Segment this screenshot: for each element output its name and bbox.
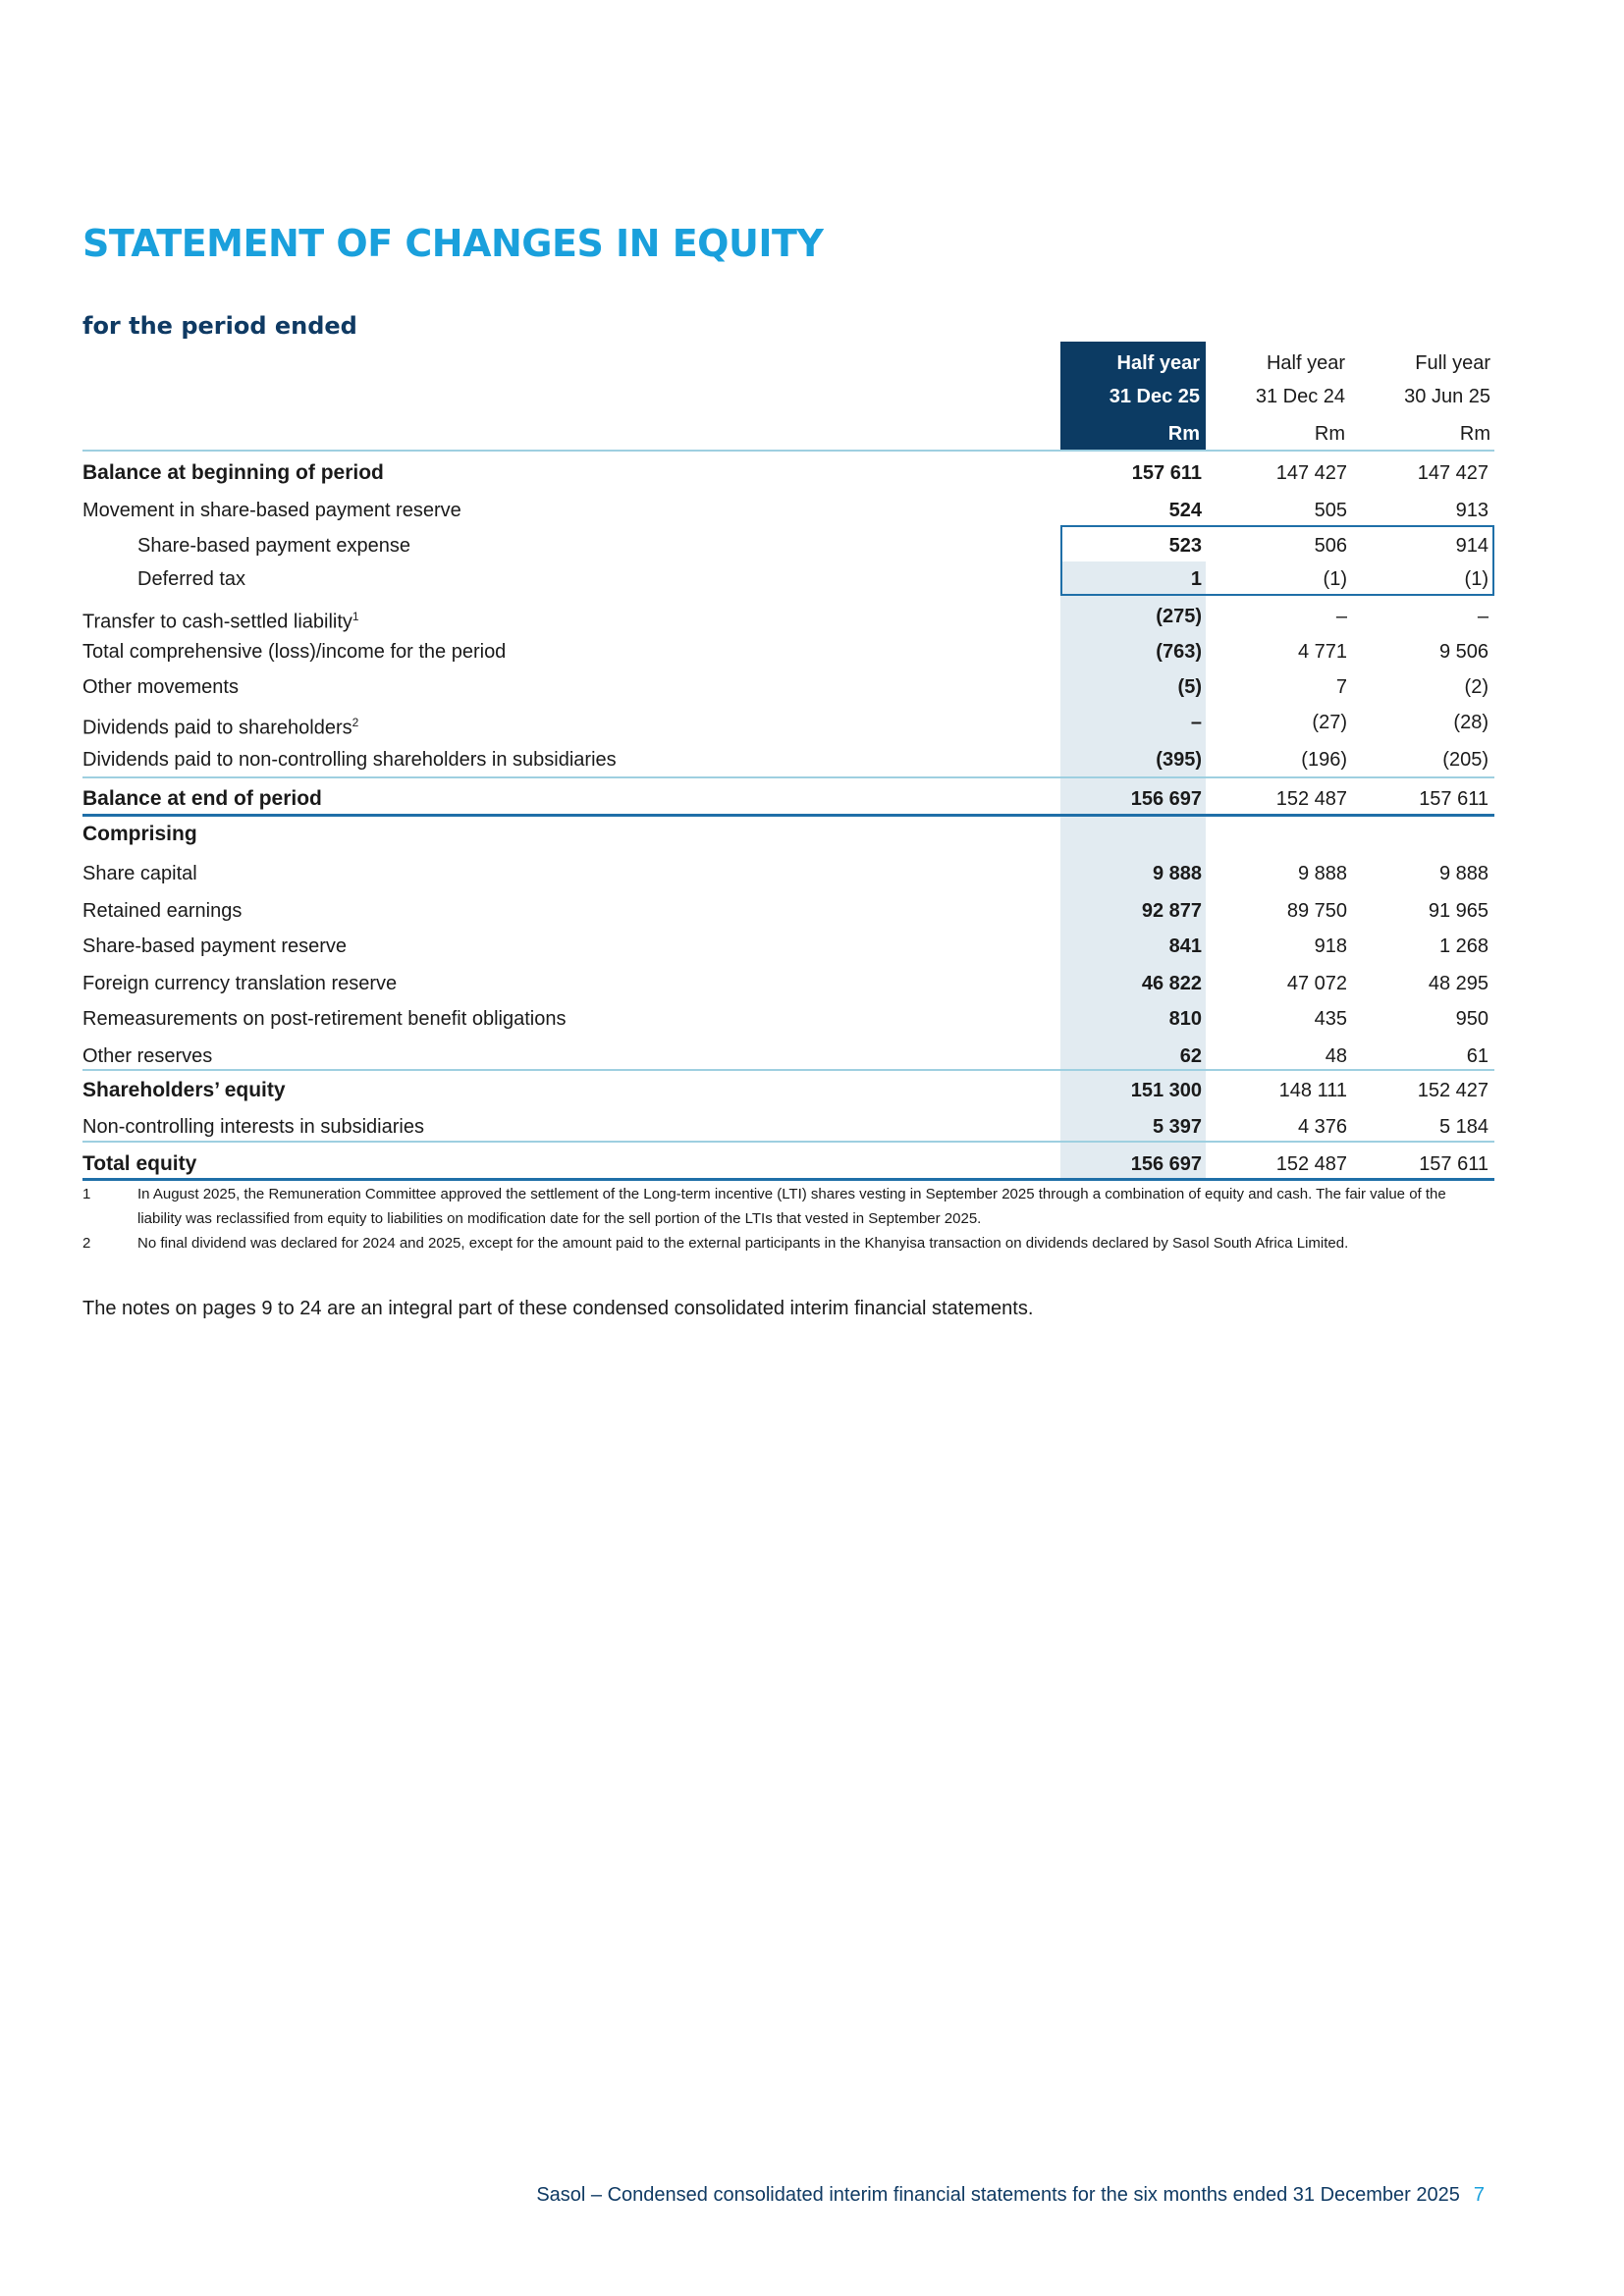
cell-current: 841 [1168, 935, 1202, 957]
cell-current: 156 697 [1130, 1153, 1202, 1175]
cell-current: 5 397 [1152, 1116, 1202, 1138]
cell-current: – [1190, 712, 1202, 733]
table-row [82, 634, 1494, 669]
total-rule [82, 1178, 1494, 1181]
cell-current: 1 [1190, 568, 1202, 590]
table-row [82, 893, 1494, 929]
cell-current: (763) [1156, 641, 1202, 663]
table-row [82, 493, 1494, 528]
page-title: STATEMENT OF CHANGES IN EQUITY [82, 222, 824, 265]
footnote-number: 2 [82, 1235, 91, 1252]
row-label: Dividends paid to non-controlling shareholders in subsidiaries [82, 749, 617, 771]
cell-prior: (1) [1323, 568, 1347, 590]
cell-fullyear: (205) [1442, 749, 1489, 771]
cell-prior: 918 [1314, 935, 1347, 957]
row-label: Remeasurements on post-retirement benefit obligations [82, 1008, 567, 1030]
cell-prior: 89 750 [1286, 900, 1347, 922]
cell-prior: 152 487 [1275, 1153, 1347, 1175]
table-row [82, 742, 1494, 777]
cell-fullyear: (1) [1464, 568, 1489, 590]
row-label: Share-based payment expense [137, 535, 410, 557]
row-label: Total comprehensive (loss)/income for the period [82, 641, 507, 663]
cell-current: 151 300 [1130, 1080, 1202, 1101]
notes-statement: The notes on pages 9 to 24 are an integral part of these condensed consolidated interim financial statements. [82, 1298, 1034, 1319]
cell-current: 92 877 [1141, 900, 1202, 922]
cell-current: 810 [1168, 1008, 1202, 1030]
header-rule [82, 450, 1494, 452]
cell-prior: (27) [1312, 712, 1347, 733]
cell-prior: 505 [1314, 500, 1347, 521]
cell-prior: 152 487 [1275, 788, 1347, 810]
cell-prior: 47 072 [1286, 973, 1347, 994]
row-label: Total equity [82, 1152, 197, 1175]
cell-prior: 148 111 [1278, 1080, 1347, 1101]
cell-prior: 4 376 [1297, 1116, 1347, 1138]
row-rule [82, 776, 1494, 778]
cell-current: 523 [1168, 535, 1202, 557]
cell-current: (5) [1177, 676, 1202, 698]
row-label: Share capital [82, 863, 197, 884]
footer-text: Sasol – Condensed consolidated interim financial statements for the six months ended 31 December 2025 [536, 2184, 1460, 2206]
row-label: Transfer to cash-settled liability$^1$ [82, 610, 359, 633]
cell-current: 524 [1168, 500, 1202, 521]
row-label: Movement in share-based payment reserve [82, 500, 461, 521]
col-header-line2: 30 Jun 25 [1404, 386, 1490, 407]
cell-current: (275) [1156, 606, 1202, 627]
table-row [82, 599, 1494, 634]
cell-prior: 506 [1314, 535, 1347, 557]
row-label: Comprising [82, 823, 197, 845]
footnote-ref: 1 [352, 610, 359, 623]
table-row [82, 455, 1494, 491]
row-label: Dividends paid to shareholders$^2$ [82, 716, 359, 739]
cell-prior: 9 888 [1297, 863, 1347, 884]
cell-current: 46 822 [1141, 973, 1202, 994]
cell-fullyear: 48 295 [1428, 973, 1489, 994]
footnote-text: No final dividend was declared for 2024 and 2025, except for the amount paid to the external participants in the Khanyisa transaction on dividends declared by Sasol South Africa Limited. [137, 1235, 1349, 1252]
row-label: Other movements [82, 676, 239, 698]
table-row [82, 1073, 1494, 1108]
row-label: Share-based payment reserve [82, 935, 348, 957]
row-rule [82, 1069, 1494, 1071]
cell-prior: 7 [1335, 676, 1347, 698]
table-row [82, 781, 1494, 817]
cell-fullyear: 914 [1455, 535, 1489, 557]
row-label: Foreign currency translation reserve [82, 973, 398, 994]
cell-prior: 48 [1325, 1045, 1347, 1067]
table-row [82, 929, 1494, 964]
col-header-line1: Full year [1415, 352, 1490, 374]
cell-fullyear: 5 184 [1438, 1116, 1489, 1138]
cell-fullyear: (28) [1453, 712, 1489, 733]
cell-fullyear: 157 611 [1419, 1153, 1489, 1175]
cell-fullyear: 913 [1455, 500, 1489, 521]
cell-fullyear: 9 506 [1438, 641, 1489, 663]
cell-current: 9 888 [1152, 863, 1202, 884]
footnote-ref: 2 [352, 716, 359, 729]
cell-prior: (196) [1301, 749, 1347, 771]
footnote-text: In August 2025, the Remuneration Committee approved the settlement of the Long-term incentive (LTI) shares vesting in September 2025 through a combination of equity and cash. The fair value of the liability was reclassified from equity to liabilities on modification date for the sell portion of the LTIs that vested in September 2025. [137, 1186, 1446, 1227]
row-label: Retained earnings [82, 900, 243, 922]
col-header-unit: Rm [1459, 423, 1490, 445]
row-label: Other reserves [82, 1045, 213, 1067]
cell-prior: 4 771 [1297, 641, 1347, 663]
page-footer [536, 2184, 1485, 2207]
col-header-line2: 31 Dec 25 [1109, 386, 1200, 407]
cell-fullyear: – [1477, 606, 1489, 627]
row-label: Non-controlling interests in subsidiaries [82, 1116, 424, 1138]
table-row [82, 705, 1494, 740]
col-header-line2: 31 Dec 24 [1255, 386, 1345, 407]
table-row [82, 1001, 1494, 1037]
cell-current: 157 611 [1131, 462, 1202, 484]
cell-current: 62 [1179, 1045, 1202, 1067]
row-label: Balance at end of period [82, 787, 322, 810]
table-row [82, 856, 1494, 891]
footnote-number: 1 [82, 1186, 91, 1202]
col-header-line1: Half year [1266, 352, 1345, 374]
page-subtitle: for the period ended [82, 312, 357, 340]
highlight-box [1060, 525, 1494, 596]
col-header-line1: Half year [1116, 352, 1200, 374]
cell-fullyear: 152 427 [1417, 1080, 1489, 1101]
row-label: Deferred tax [137, 568, 246, 590]
page-number: 7 [1473, 2184, 1485, 2206]
cell-fullyear: 157 611 [1419, 788, 1489, 810]
col-header-unit: Rm [1167, 423, 1200, 445]
cell-fullyear: 9 888 [1438, 863, 1489, 884]
row-label: Balance at beginning of period [82, 461, 384, 484]
cell-prior: – [1335, 606, 1347, 627]
table-row [82, 966, 1494, 1001]
cell-current: (395) [1156, 749, 1202, 771]
cell-fullyear: 1 268 [1438, 935, 1489, 957]
table-row [82, 1109, 1494, 1145]
col-header-unit: Rm [1314, 423, 1345, 445]
row-label: Shareholders’ equity [82, 1079, 286, 1101]
cell-fullyear: 91 965 [1428, 900, 1489, 922]
table-row [82, 817, 1494, 852]
row-rule [82, 1141, 1494, 1143]
cell-prior: 435 [1314, 1008, 1347, 1030]
cell-fullyear: 61 [1466, 1045, 1489, 1067]
table-row [82, 1147, 1494, 1182]
table-row [82, 669, 1494, 705]
cell-fullyear: 950 [1455, 1008, 1489, 1030]
cell-current: 156 697 [1130, 788, 1202, 810]
cell-prior: 147 427 [1275, 462, 1347, 484]
cell-fullyear: (2) [1464, 676, 1489, 698]
cell-fullyear: 147 427 [1417, 462, 1489, 484]
